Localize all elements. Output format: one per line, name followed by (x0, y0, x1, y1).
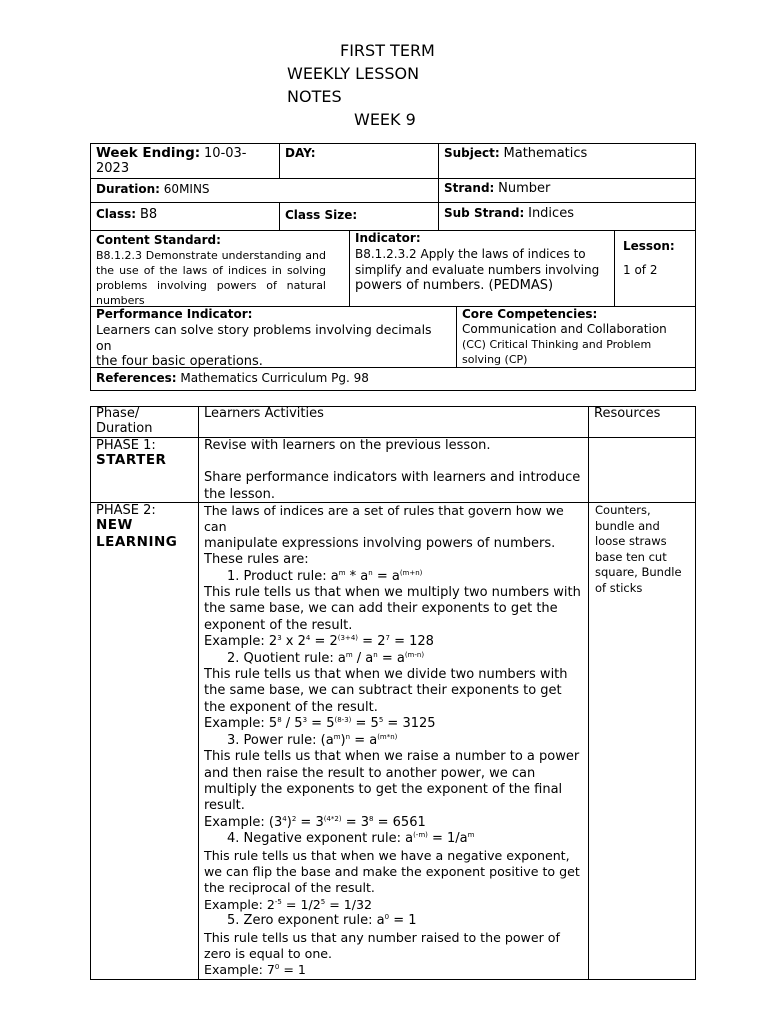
phase1-activities: Revise with learners on the previous lesson. Share performance indicators with learners and introduce the lesson. (204, 438, 581, 502)
rule-product: 1. Product rule: $a^m * a^n = a^{(m+n)}$ (227, 568, 423, 584)
week-ending-value: 10-03- (204, 146, 247, 161)
rule-quotient: 2. Quotient rule: $a^m / a^n = a^{(m-n)}$ (227, 650, 425, 666)
example-quotient: Example: $5^8 / 5^3 = 5^{(8-3)} = 5^5 = 3125$ (204, 716, 436, 732)
phase2-activities: The laws of indices are a set of rules that govern how we can manipulate expressions involving powers of numbers. These rules are: 1. Product rule: $a^m * a^n = a^{(m+n)}$ This rule tells us that when we multiply two numbers with the same base, we can add their exponents to get the exponent of the result. Example: $2^3$ x $2^4 = 2^{(3+4)} = 2^7 = 128$ 2. Quotient rule: $a^m / a^n = a^{(m-n)}$ This rule tells us that when we divide two numbers with the same base, we can subtract their exponents to get the exponent of the result. Example: $5^8 / 5^3 = 5^{(8-3)} = 5^5 = 3125$ 3. Power rule: $(a^m)^n = a^{(m*n)}$ This rule tells us that when we raise a number to a power and then raise the result to another power, we can multiply the exponents to get the exponent of the final result. Example: $(3^4)^2 = 3^{(4*2)} = 3^8 = 6561$ 4. Negative exponent rule: $a^{(-m)} = 1/a^m$ This rule tells us that when we have a negative exponent, we can flip the base and make the exponent positive to get the reciprocal of the result. Example: $2^{-5} = 1/2^5 = 1/32$ 5. Zero exponent rule: $a^0 = 1$ This rule tells us that any number raised to the power of zero is equal to one. Example: $7^0 = 1$ (199, 503, 588, 980)
performance-indicator-cell: Performance Indicator: Learners can solve story problems involving decimals on the four basic operations. (96, 307, 432, 367)
header-activities: Learners Activities (204, 406, 324, 421)
content-standard-cell: Content Standard: B8.1.2.3 Demonstrate understanding and the use of the laws of indices in solving problems involving powers of natural numbers (96, 233, 326, 306)
class-size-cell: Class Size: (285, 208, 358, 222)
title-weekly-lesson: WEEKLY LESSON (287, 64, 420, 83)
sub-strand-cell: Sub Strand: Indices (444, 206, 574, 221)
example-negative: Example: $2^{-5} = 1/2^5 = 1/32$ (204, 896, 373, 912)
phase1-cell: PHASE 1: STARTER (96, 438, 167, 468)
duration-cell: Duration: 60MINS (96, 182, 210, 196)
title-first-term: FIRST TERM (340, 41, 435, 60)
strand-cell: Strand: Number (444, 181, 551, 196)
example-power: Example: $(3^4)^2 = 3^{(4*2)} = 3^8 = 6561$ (204, 814, 426, 830)
lesson-cell: Lesson: 1 of 2 (623, 239, 675, 277)
title-notes: NOTES (287, 87, 342, 106)
references-cell: References: Mathematics Curriculum Pg. 98 (96, 371, 369, 385)
phase2-cell: PHASE 2: NEW LEARNING (96, 503, 178, 550)
subject-cell: Subject: Mathematics (444, 146, 588, 161)
core-competencies-cell: Core Competencies: Communication and Collaboration (CC) Critical Thinking and Problem solving (CP) (462, 307, 667, 366)
example-zero: Example: $7^0 = 1$ (204, 962, 306, 978)
example-product: Example: $2^3$ x $2^4 = 2^{(3+4)} = 2^7 = 128$ (204, 634, 434, 650)
class-cell: Class: B8 (96, 207, 158, 222)
week-ending-cell: Week Ending: 10-03- 2023 (96, 145, 247, 176)
title-week: WEEK 9 (354, 110, 416, 129)
day-cell: DAY: (285, 146, 316, 160)
phase2-resources: Counters, bundle and loose straws base ten cut square, Bundle of sticks (595, 503, 682, 595)
rule-negative-exponent: 4. Negative exponent rule: $a^{(-m)} = 1/a^m$ (227, 831, 475, 847)
rule-power: 3. Power rule: $(a^m)^n = a^{(m*n)}$ (227, 732, 398, 748)
header-phase: Phase/ Duration (96, 406, 153, 436)
indicator-cell: Indicator: B8.1.2.3.2 Apply the laws of indices to simplify and evaluate numbers involving powers of numbers. (PEDMAS) (355, 231, 600, 293)
rule-zero-exponent: 5. Zero exponent rule: $a^0 = 1$ (227, 913, 417, 929)
header-resources: Resources (594, 406, 661, 421)
